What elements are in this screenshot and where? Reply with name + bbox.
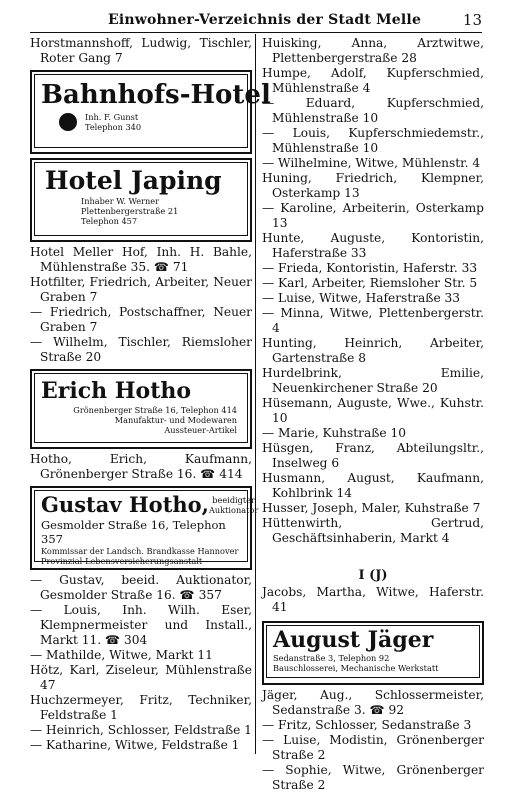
dot-icon bbox=[59, 113, 77, 131]
page-header bbox=[30, 10, 482, 33]
list-item: — Fritz, Schlosser, Sedanstraße 3 bbox=[262, 718, 472, 732]
list-item: Hötz, Karl, Ziseleur, Mühlenstraße 47 bbox=[30, 663, 252, 692]
ad-title: August Jäger bbox=[273, 627, 434, 653]
right-column bbox=[262, 36, 484, 793]
list-item: — Heinrich, Schlosser, Feldstraße 1 bbox=[30, 723, 252, 737]
list-item: — Louis, Inh. Wilh. Eser, Klempnermeister und Install., Markt 11. ☎ 304 bbox=[30, 603, 252, 647]
list-item: — Luise, Witwe, Haferstraße 33 bbox=[262, 291, 461, 305]
ad-title: Gustav Hotho, bbox=[41, 492, 209, 517]
list-item: — Karoline, Arbeiterin, Osterkamp 13 bbox=[262, 201, 484, 230]
ad-line: Kommissar der Landsch. Brandkasse Hannover bbox=[41, 546, 239, 556]
list-item: — Wilhelm, Tischler, Riemsloher Straße 20 bbox=[30, 335, 252, 364]
ad-title-line: beeidigter bbox=[212, 495, 255, 505]
left-column bbox=[30, 36, 271, 753]
ad-line: Gesmolder Straße 16, Telephon 357 bbox=[41, 518, 226, 546]
ad-owner: Inh. F. Gunst bbox=[85, 112, 139, 122]
ad-address: Plettenbergerstraße 21 bbox=[81, 206, 179, 216]
ad-august-jaeger bbox=[262, 621, 484, 685]
list-item: Horstmannshoff, Ludwig, Tischler, Roter Gang 7 bbox=[30, 36, 252, 65]
list-item: — Eduard, Kupferschmied, Mühlenstraße 10 bbox=[262, 96, 484, 125]
list-item: Hüttenwirth, Gertrud, Geschäftsinhaberin, Markt 4 bbox=[262, 516, 484, 545]
list-item: Huning, Friedrich, Klempner, Osterkamp 13 bbox=[262, 171, 484, 200]
list-item: Hüsgen, Franz, Abteilungsltr., Inselweg 6 bbox=[262, 441, 484, 470]
list-item: Jäger, Aug., Schlossermeister, Sedanstraße 3. ☎ 92 bbox=[262, 688, 484, 717]
list-item: Huisking, Anna, Arztwitwe, Plettenbergerstraße 28 bbox=[262, 36, 484, 65]
ad-line: Sedanstraße 3, Telephon 92 bbox=[273, 653, 390, 663]
page-number: 13 bbox=[462, 11, 482, 29]
ad-line: Bauschlosserei, Mechanische Werkstatt bbox=[273, 663, 439, 673]
list-item: — Marie, Kuhstraße 10 bbox=[262, 426, 407, 440]
ad-title: Erich Hotho bbox=[41, 378, 192, 404]
ad-phone: Telephon 457 bbox=[81, 216, 138, 226]
section-heading: I (J) bbox=[358, 568, 388, 583]
ad-hotel-japing bbox=[30, 158, 252, 242]
list-item: — Gustav, beeid. Auktionator, Gesmolder Straße 16. ☎ 357 bbox=[30, 573, 252, 602]
page-title: Einwohner-Verzeichnis der Stadt Melle bbox=[108, 12, 422, 28]
list-item: Husmann, August, Kaufmann, Kohlbrink 14 bbox=[262, 471, 484, 500]
list-item: — Sophie, Witwe, Grönenberger Straße 2 bbox=[262, 763, 484, 792]
ad-title: Hotel Japing bbox=[45, 166, 222, 195]
ad-phone: Telephon 340 bbox=[85, 122, 142, 132]
ad-line: Manufaktur- und Modewaren bbox=[114, 415, 237, 425]
list-item: Hotfilter, Friedrich, Arbeiter, Neuer Graben 7 bbox=[30, 275, 252, 304]
ad-bahnhofs-hotel bbox=[30, 70, 271, 154]
list-item: — Louis, Kupferschmiedemstr., Mühlenstraße 10 bbox=[262, 126, 484, 155]
list-item: Humpe, Adolf, Kupferschmied, Mühlenstraße 4 bbox=[262, 66, 484, 95]
list-item: — Luise, Modistin, Grönenberger Straße 2 bbox=[262, 733, 484, 762]
ad-line: Grönenberger Straße 16, Telephon 414 bbox=[73, 405, 237, 415]
list-item: Jacobs, Martha, Witwe, Haferstr. 41 bbox=[262, 585, 484, 614]
list-item: — Frieda, Kontoristin, Haferstr. 33 bbox=[262, 261, 478, 275]
ad-erich-hotho bbox=[30, 369, 252, 449]
column-divider bbox=[255, 34, 256, 754]
list-item: — Katharine, Witwe, Feldstraße 1 bbox=[30, 738, 240, 752]
ad-owner: Inhaber W. Werner bbox=[81, 196, 159, 206]
list-item: Hotho, Erich, Kaufmann, Grönenberger Straße 16. ☎ 414 bbox=[30, 452, 252, 481]
list-item: — Friedrich, Postschaffner, Neuer Graben 7 bbox=[30, 305, 252, 334]
ad-title-line: Auktionator bbox=[208, 505, 259, 515]
list-item: Hüsemann, Auguste, Wwe., Kuhstr. 10 bbox=[262, 396, 484, 425]
list-item: Husser, Joseph, Maler, Kuhstraße 7 bbox=[262, 501, 481, 515]
list-item: — Wilhelmine, Witwe, Mühlenstr. 4 bbox=[262, 156, 481, 170]
list-item: Hunting, Heinrich, Arbeiter, Gartenstraße 8 bbox=[262, 336, 484, 365]
ad-line: Aussteuer-Artikel bbox=[164, 425, 237, 435]
list-item: — Karl, Arbeiter, Riemsloher Str. 5 bbox=[262, 276, 478, 290]
list-item: — Mathilde, Witwe, Markt 11 bbox=[30, 648, 213, 662]
ad-gustav-hotho bbox=[30, 486, 259, 570]
list-item: Hotel Meller Hof, Inh. H. Bahle, Mühlenstraße 35. ☎ 71 bbox=[30, 245, 252, 274]
list-item: Hunte, Auguste, Kontoristin, Haferstraße 33 bbox=[262, 231, 484, 260]
list-item: Huchzermeyer, Fritz, Techniker, Feldstraße 1 bbox=[30, 693, 252, 722]
list-item: — Minna, Witwe, Plettenbergerstr. 4 bbox=[262, 306, 484, 335]
list-item: Hurdelbrink, Emilie, Neuenkirchener Straße 20 bbox=[262, 366, 484, 395]
ad-title: Bahnhofs-Hotel bbox=[41, 80, 271, 110]
ad-line: Provinzial-Lebensversicherungsanstalt bbox=[41, 556, 203, 566]
